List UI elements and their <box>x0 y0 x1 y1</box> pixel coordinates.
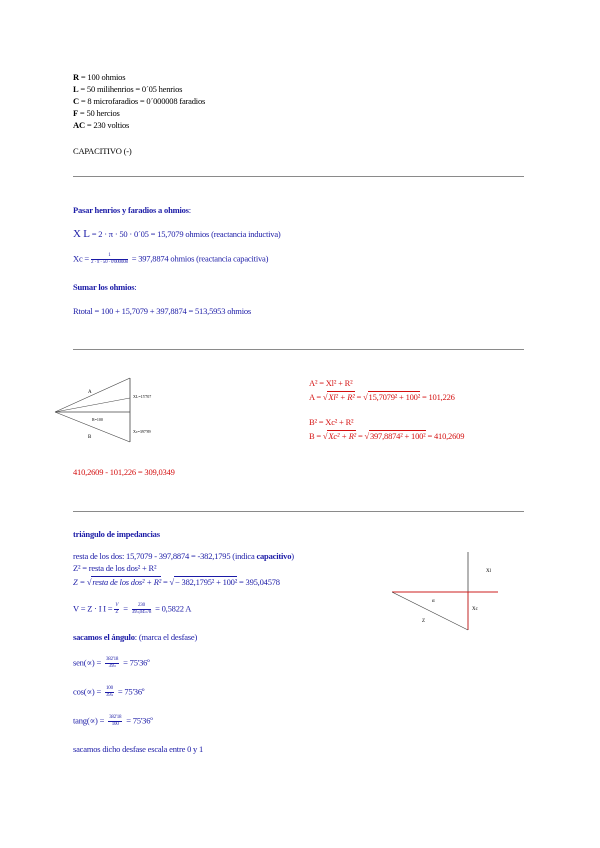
b-radicand-values: 397,8874² + 100² <box>369 431 426 441</box>
angle-heading-text: sacamos el ángulo <box>73 632 135 642</box>
param-r <box>73 72 125 82</box>
b-squared-formula: B² = Xc² + R² <box>309 417 354 427</box>
tang-label: tang(∝) = <box>73 715 107 726</box>
capacitivo-label: CAPACITIVO (-) <box>73 146 132 156</box>
sum-heading-colon: : <box>134 282 137 292</box>
rtotal-formula: Rtotal = 100 + 15,7079 + 397,8874 = 513,5953 ohmios <box>73 306 252 316</box>
a-result: = 101,226 <box>420 392 455 402</box>
difference-result: 410,2609 - 101,226 = 309,0349 <box>73 467 175 477</box>
resta-post: ) <box>291 551 294 561</box>
xl-formula <box>73 228 281 240</box>
diagram2-label-z: Z <box>422 619 426 624</box>
diagram2-label-alpha: α <box>432 599 435 604</box>
a-squared-formula: A² = Xl² + R² <box>309 378 353 388</box>
param-f <box>73 108 120 118</box>
a-radicand-values: 15,7079² + 100² <box>368 392 421 402</box>
z-radicand: resta de los dos² + R² <box>92 577 162 587</box>
diagram1-label-b: B <box>88 435 92 440</box>
section1-heading-colon: : <box>188 205 191 215</box>
z-squared-formula: Z² = resta de los dos² + R² <box>73 563 157 573</box>
sen-formula <box>73 657 150 670</box>
resta-pre: resta de los dos: 15,7079 - 397,8874 = -382,1795 (indica <box>73 551 257 561</box>
cos-numerator: 100 <box>106 686 113 691</box>
divider-2 <box>73 349 524 350</box>
b-radicand: Xc² + R² <box>328 431 357 441</box>
v-fraction <box>114 603 119 616</box>
b-formula: B = √Xc² + R² = √397,8874² + 100² = 410,2609 <box>309 431 465 441</box>
xl-label: X L <box>73 228 90 240</box>
impedance-triangle-diagram <box>392 550 522 632</box>
tang-numerator: 382'18 <box>109 715 122 720</box>
sen-numerator: 382'18 <box>106 657 119 662</box>
v-formula <box>73 603 191 616</box>
v-numerator: V <box>115 603 119 608</box>
param-r-value: = 100 ohmios <box>78 72 126 82</box>
diagram2-label-xc: Xc <box>472 607 478 612</box>
v-denominator-value: 395,04578 <box>131 610 152 615</box>
v-pre: V = Z · I I = <box>73 603 113 614</box>
param-r-symbol: R <box>73 72 79 82</box>
section1-heading-text: Pasar henrios y faradios a ohmios <box>73 205 189 215</box>
a-eq: = <box>354 392 364 402</box>
xc-label: Xc = <box>73 253 90 264</box>
diagram1-vector-a-small <box>55 398 130 412</box>
param-c-symbol: C <box>73 96 79 106</box>
diagram1-label-a: A <box>88 390 92 395</box>
sen-result: = 75'36º <box>121 657 150 668</box>
angle-heading-post: : (marca el desfase) <box>134 632 198 642</box>
param-ac-value: = 230 voltios <box>84 120 130 130</box>
impedance-vector-diagram <box>52 372 182 447</box>
section3-heading: triángulo de impedancias <box>73 529 160 539</box>
sen-fraction <box>105 657 119 670</box>
sen-label: sen(∝) = <box>73 657 103 668</box>
param-c-value: = 8 microfaradios = 0´000008 faradios <box>78 96 206 106</box>
z-eq: = <box>161 577 170 587</box>
sum-heading <box>73 282 137 292</box>
param-f-value: = 50 hercios <box>78 108 120 118</box>
cos-result: = 75'36º <box>115 686 145 697</box>
a-radicand: Xl² + R² <box>328 392 355 402</box>
tang-formula <box>73 715 153 728</box>
resta-bold: capacitivo <box>256 551 292 561</box>
v-numerator-value: 230 <box>132 603 151 610</box>
z-lhs: Z = <box>73 577 87 587</box>
param-l <box>73 84 182 94</box>
final-note: sacamos dicho desfase escala entre 0 y 1 <box>73 744 204 754</box>
diagram1-label-r: R=100 <box>92 417 103 422</box>
xc-denominator: 2 · π · 50 · 0'000008 <box>91 260 128 265</box>
param-ac-symbol: AC <box>73 120 85 130</box>
angle-heading <box>73 632 197 642</box>
param-c <box>73 96 205 106</box>
cos-denominator: 395 <box>106 693 113 698</box>
b-eq: = <box>356 431 365 441</box>
sum-heading-text: Sumar los ohmios <box>73 282 135 292</box>
a-formula: A = √Xl² + R² = √15,7079² + 100² = 101,226 <box>309 392 455 402</box>
z-result: = 395,04578 <box>237 577 280 587</box>
divider-1 <box>73 176 524 177</box>
b-lhs: B = <box>309 431 323 441</box>
xc-result: = 397,8874 ohmios (reactancia capacitiva) <box>129 253 269 264</box>
xc-numerator: 1 <box>91 253 128 260</box>
param-l-value: = 50 milihenrios = 0´05 henrios <box>78 84 183 94</box>
v-result: = 0,5822 A <box>153 603 192 614</box>
b-result: = 410,2609 <box>425 431 465 441</box>
a-lhs: A = <box>309 392 323 402</box>
diagram2-impedance-line <box>392 592 468 630</box>
diagram1-label-xl: XL=15'707 <box>133 394 152 399</box>
param-ac <box>73 120 129 130</box>
z-radicand-values: − 382,1795² + 100² <box>175 577 238 587</box>
cos-label: cos(∝) = <box>73 686 103 697</box>
tang-denominator: 100 <box>111 722 119 727</box>
tang-result: = 75'36º <box>124 715 153 726</box>
diagram1-vector-a <box>55 378 130 412</box>
section1-heading <box>73 205 191 215</box>
xl-formula-text: = 2 · π · 50 · 0´05 = 15,7079 ohmios (reactancia inductiva) <box>89 229 281 239</box>
cos-fraction <box>105 686 114 699</box>
cos-formula <box>73 686 144 699</box>
v-fraction-values <box>132 603 151 616</box>
xc-formula <box>73 253 268 266</box>
v-eq: = <box>121 603 130 614</box>
diagram1-label-xc: Xc=397'89 <box>133 429 151 434</box>
tang-fraction <box>108 715 122 728</box>
sen-denominator: 395 <box>108 664 116 669</box>
v-denominator: Z <box>115 610 119 615</box>
resta-formula <box>73 551 294 561</box>
diagram2-label-xl: Xl <box>486 569 491 574</box>
param-f-symbol: F <box>73 108 78 118</box>
xc-fraction <box>91 253 128 266</box>
z-formula: Z = √resta de los dos² + R² = √− 382,1795² + 100² = 395,04578 <box>73 577 280 587</box>
param-l-symbol: L <box>73 84 79 94</box>
divider-3 <box>73 511 524 512</box>
